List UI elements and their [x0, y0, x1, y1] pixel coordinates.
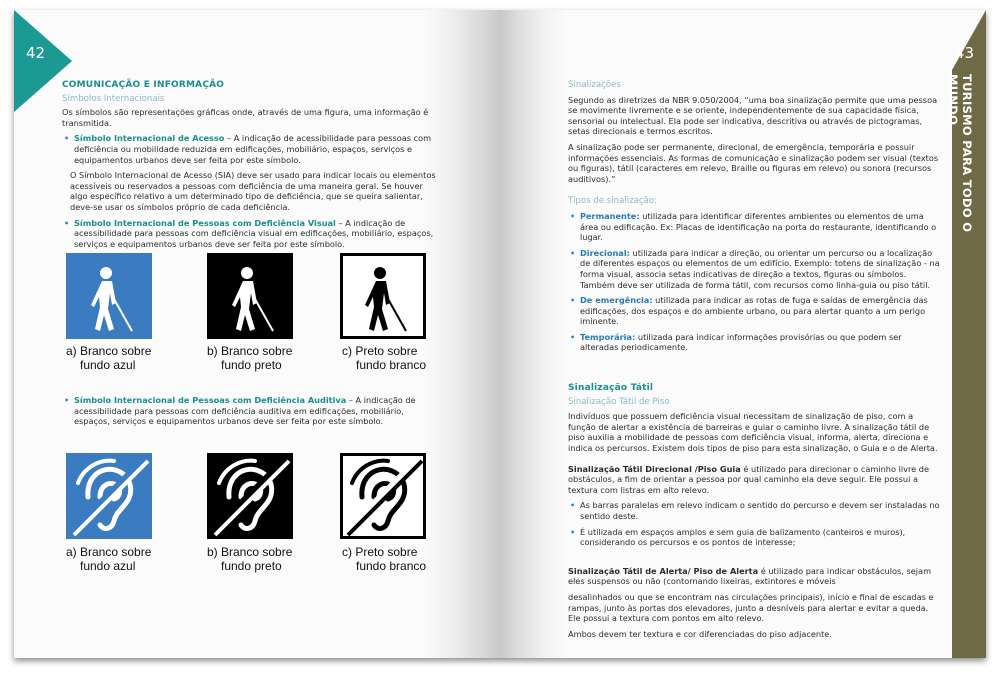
alerta-text: é utilizado para indicar obstáculos, sejam eles suspensos ou não (contornando lixeiras, extintores e móveis [568, 565, 932, 587]
subheading-tipos: Tipos de sinalização: [568, 196, 658, 207]
caption-line: fundo preto [221, 559, 282, 573]
type-term: Direcional: [580, 247, 630, 258]
paragraph-piso: Indivíduos que possuem deficiência visual necessitam de sinalização de piso, com a função de alertar a existência de barreiras e guiar o caminho livre. A sinalização tátil de piso auxilia a mobilidade de pessoas com deficiência visual, informa, alerta, direciona e indica os percursos. Existem dois tipos de piso para esta sinalização, o Guia e o de Alerta. [568, 411, 938, 454]
paragraph-piso-alerta [568, 566, 940, 587]
caption-line: c) Preto sobre [342, 344, 418, 358]
bullet-visual-symbol [62, 218, 442, 250]
heading-sinalizacao-tatil: Sinalização Tátil [568, 383, 654, 394]
guia-text: é utilizado para direcionar o caminho livre de obstáculos, a fim de orientar a pessoa por qual caminho ela deve seguir. Ele possui a textura com listras em alto relevo. [568, 463, 930, 495]
caption-hearing-a [66, 545, 151, 573]
type-text: utilizada para indicar as rotas de fuga e saídas de emergência das edificações, dos espaços e do ambiente urbano, ou para alertar quanto a um perigo iminente. [580, 295, 928, 327]
bullet-hearing-symbol [62, 395, 442, 427]
guia-term: Sinalização Tátil Direcional /Piso Guia [568, 463, 741, 474]
caption-hearing-b [207, 545, 292, 573]
left-text-block-1 [62, 80, 442, 254]
paragraph-ambos: Ambos devem ter textura e cor diferenciadas do piso adjacente. [568, 628, 832, 639]
caption-line: b) Branco sobre [207, 344, 293, 358]
bullet-access-symbol [62, 133, 442, 165]
visual-symbol-black [207, 253, 293, 339]
caption-line: c) Preto sobre [342, 545, 418, 559]
caption-line: b) Branco sobre [207, 545, 293, 559]
section-subheading: Símbolos Internacionais [62, 93, 165, 104]
type-term: Temporária: [580, 331, 636, 342]
type-term: De emergência: [580, 295, 653, 306]
type-item [568, 332, 940, 353]
visual-symbol-white [340, 253, 426, 339]
intro-paragraph: Os símbolos são representações gráficas onde, através de uma figura, uma informação é transmitida. [62, 107, 429, 128]
type-item [568, 211, 940, 243]
caption-line: a) Branco sobre [66, 344, 152, 358]
caption-line: a) Branco sobre [66, 545, 152, 559]
caption-line: fundo preto [221, 358, 282, 372]
left-text-block-2 [62, 395, 442, 427]
caption-line: fundo azul [80, 559, 136, 573]
subheading-sinalizacoes: Sinalizações [568, 80, 621, 90]
type-text: utilizada para indicar a direção, ou orientar um percurso ou a localização de diferentes espaços ou elementos de um edifício. Exemplo: totens de sinalização - na forma visual, associa setas indicativas de direção a textos, figuras ou símbolos. Também deve ser utilizada de forma tátil, com recursos como linha-guia ou piso tátil. [580, 247, 940, 290]
right-page [500, 10, 986, 658]
bullet-text: – A indicação de acessibilidade para pessoas com deficiência ou mobilidade reduzida em edificações, mobiliário, espaços, serviços e equipamentos urbanos deve ser feita por este símbolo. [74, 133, 432, 165]
paragraph-alerta-cont: desalinhados ou que se encontram nas circulações principais), início e final de escadas e rampas, junto às portas dos elevadores, junto a desníveis para alertar e evitar a queda. Ele possui a textura com pontos em alto relevo. [568, 591, 934, 624]
hearing-symbol-black [207, 453, 293, 539]
visual-symbol-blue [66, 253, 152, 339]
hearing-symbol-blue [66, 453, 152, 539]
type-item [568, 295, 940, 327]
type-item [568, 248, 940, 290]
left-page [14, 10, 500, 658]
bullet-title: Símbolo Internacional de Pessoas com Deficiência Visual [74, 217, 336, 228]
subheading-tatil-piso: Sinalização Tátil de Piso [568, 396, 670, 407]
paragraph-piso-guia [568, 464, 940, 496]
page-number-left: 42 [26, 44, 46, 62]
page-number-right: 43 [954, 44, 974, 62]
bullet-title: Símbolo Internacional de Acesso [74, 133, 225, 144]
bullet-text: – A indicação de acessibilidade para pessoas com deficiência visual em edificações, mobiliário, espaços, serviços e equipamentos urbanos deve ser feita por este símbolo. [74, 217, 434, 249]
bullet-text: – A indicação de acessibilidade para pessoas com deficiência auditiva em edificações, mobiliário, espaços, serviços e equipamentos urbanos deve ser feita por este símbolo. [74, 395, 416, 427]
caption-hearing-c [342, 545, 426, 573]
caption-visual-a [66, 344, 151, 372]
right-text-column [568, 80, 940, 644]
type-term: Permanente: [580, 210, 640, 221]
sia-paragraph: O Símbolo Internacional de Acesso (SIA) deve ser usado para indicar locais ou elementos acessíveis ou reservados a pessoas com deficiência de uma maneira geral. Se houver algo específico relativo a um determinado tipo de deficiência, que se queira salientar, deve-se usar os símbolos próprio de cada deficiência. [70, 170, 436, 212]
alerta-term: Sinalização Tátil de Alerta/ Piso de Alerta [568, 565, 759, 576]
caption-line: fundo branco [356, 559, 427, 573]
guia-bullet: • As barras paralelas em relevo indicam o sentido do percurso e devem ser instaladas no sentido deste. [568, 500, 940, 521]
paragraph-nbr: Segundo as diretrizes da NBR 9.050/2004, “uma boa sinalização permite que uma pessoa se movimente livremente e se oriente, independentemente de sua capacidade física, sensorial ou intelectual. Ela pode ser indicativa, descritiva ou através de pictogramas, setas direcionais e termos escritos. [568, 94, 938, 137]
caption-visual-b [207, 344, 292, 372]
caption-visual-c [342, 344, 426, 372]
vertical-title: TURISMO PARA TODO O MUNDO [946, 74, 974, 233]
guia-bullet: • É utilizada em espaços amplos e sem guia de balizamento (canteiros e muros), considerando os percursos e os pontos de interesse; [568, 527, 940, 548]
vertical-title-band [940, 74, 980, 254]
paragraph-forms: A sinalização pode ser permanente, direcional, de emergência, temporária e possuir informações essenciais. As formas de comunicação e sinalização podem ser visual (textos ou figuras), tátil (caracteres em relevo, Braille ou figuras em relevo) ou sonora (recursos auditivos).” [568, 141, 939, 184]
type-text: utilizada para indicar informações provisórias ou que podem ser alteradas periodicamente. [580, 331, 902, 353]
hearing-symbol-white [340, 453, 426, 539]
bullet-title: Símbolo Internacional de Pessoas com Deficiência Auditiva [74, 395, 347, 405]
caption-line: fundo branco [356, 358, 427, 372]
type-text: utilizada para identificar diferentes ambientes ou elementos de uma área ou edificação. Ex: Placas de identificação na porta do restaurante, identificando o lugar. [580, 210, 937, 243]
book-spread [14, 10, 986, 658]
caption-line: fundo azul [80, 358, 136, 372]
section-heading: COMUNICAÇÃO E INFORMAÇÃO [62, 80, 225, 90]
